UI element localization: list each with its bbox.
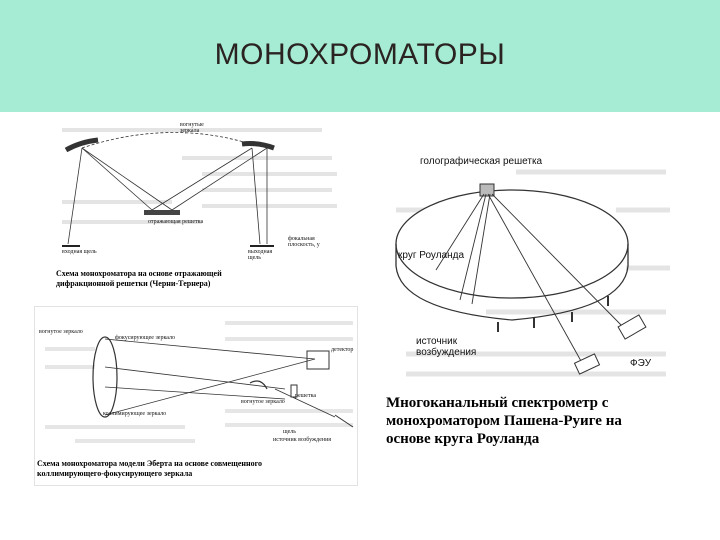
slide-title: МОНОХРОМАТОРЫ [214, 38, 506, 71]
ebert-figure [34, 306, 358, 486]
czerny-turner-caption: Схема монохроматора на основе отражающей дифракционной решетки (Черни-Тернера) [56, 269, 222, 288]
label-detector: детектор [331, 347, 354, 353]
label-slit: щель [283, 429, 297, 435]
label-collimating-mirror: коллимирующее зеркало [103, 411, 167, 417]
label-pmt: ФЭУ [630, 358, 652, 369]
label-concave-mirror-2: вогнутое зеркало [241, 399, 285, 405]
rowland-figure [386, 150, 672, 382]
label-entrance-slit: входная щель [62, 249, 97, 255]
label-concave-mirrors: вогнутые зеркала [180, 122, 204, 134]
label-concave-mirror: вогнутое зеркало [39, 329, 83, 335]
label-rowland-circle: круг Роуланда [398, 250, 465, 261]
label-excitation-source: источник возбуждения [416, 336, 477, 358]
label-exit-slit: выходная щель [248, 249, 273, 261]
label-reflecting-grating: отражающая решетка [148, 219, 204, 225]
label-grating: решетка [295, 393, 317, 399]
label-holographic-grating: голографическая решетка [420, 156, 543, 167]
label-excitation-source: источник возбуждения [273, 437, 332, 443]
label-focusing-mirror: фокусирующее зеркало [115, 335, 176, 341]
rowland-caption: Многоканальный спектрометр с монохроматором Пашена-Руиге на основе круга Роуланда [386, 395, 622, 447]
label-focal-plane: фокальная плоскость, y [288, 236, 320, 248]
czerny-turner-figure [52, 118, 340, 298]
ebert-caption: Схема монохроматора модели Эберта на основе совмещенного коллимирующего-фокусирующего зеркала [37, 459, 263, 478]
